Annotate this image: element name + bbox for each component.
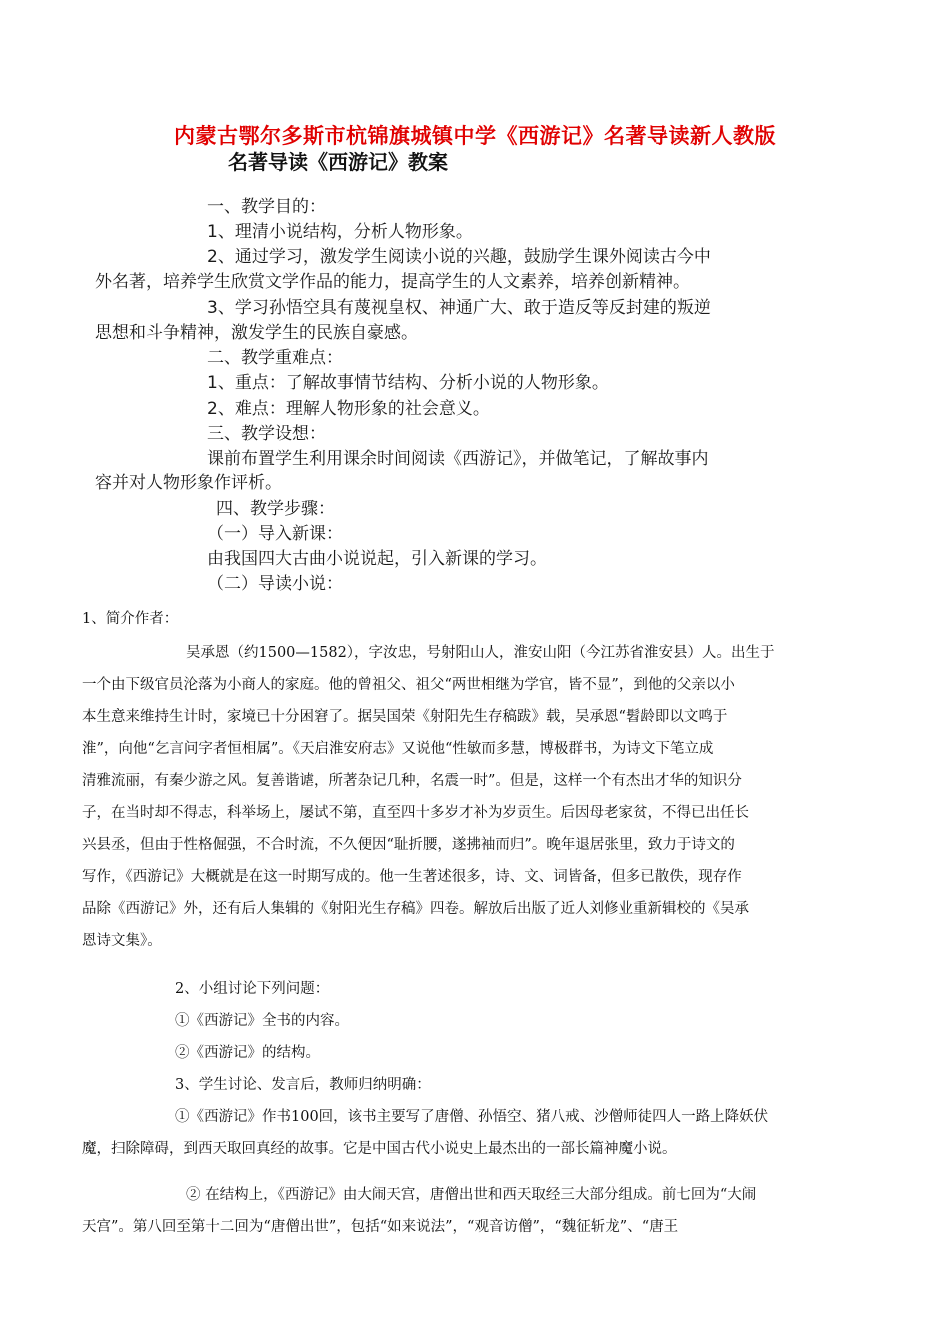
step-1-text: 由我国四大古曲小说说起，引入新课的学习。 [207,549,547,569]
author-heading: 1、简介作者： [82,611,179,627]
author-paragraph-line: 清雅流丽，有秦少游之风。复善谐谑，所著杂记几种，名震一时”。但是，这样一个有杰出才华的知识分 [82,773,742,789]
author-paragraph-line: 一个由下级官员沦落为小商人的家庭。他的曾祖父、祖父“两世相继为学官，皆不显”，到他的父亲以小 [82,677,735,693]
step-1-heading: （一）导入新课： [207,524,343,544]
document-title: 内蒙古鄂尔多斯市杭锦旗城镇中学《西游记》名著导读新人教版 [174,123,776,148]
summary-b-line: 天宫”。第八回至第十二回为“唐僧出世”，包括“如来说法”，“观音访僧”，“魏征斩龙”、“唐王 [82,1219,679,1235]
summary-a-line: ①《西游记》作书100回，该书主要写了唐僧、孙悟空、猪八戒、沙僧师徒四人一路上降妖伏 [175,1109,769,1125]
author-paragraph-line: 子，在当时却不得志，科举场上，屡试不第，直至四十多岁才补为岁贡生。后因母老家贫，不得已出任长 [82,805,749,821]
section-steps-heading: 四、教学步骤： [216,499,335,519]
discussion-question-1: ①《西游记》全书的内容。 [175,1013,349,1029]
author-paragraph-line: 吴承恩（约1500—1582），字汝忠，号射阳山人，淮安山阳（今江苏省淮安县）人。出生于 [186,645,775,661]
step-2-heading: （二）导读小说： [207,574,343,594]
discussion-question-2: ②《西游记》的结构。 [175,1045,320,1061]
summary-a-line: 魔，扫除障碍，到西天取回真经的故事。它是中国古代小说史上最杰出的一部长篇神魔小说。 [82,1141,677,1157]
author-paragraph-line: 品除《西游记》外，还有后人集辑的《射阳光生存稿》四卷。解放后出版了近人刘修业重新辑校的《吴承 [82,901,749,917]
difficult-point: 2、难点：理解人物形象的社会意义。 [207,399,490,419]
discussion-heading: 2、小组讨论下列问题： [175,981,330,997]
author-paragraph-line: 写作，《西游记》大概就是在这一时期写成的。他一生著述很多，诗、文、词皆备，但多已散佚，现存作 [82,869,742,885]
objective-2-line-1: 2、通过学习，激发学生阅读小说的兴趣，鼓励学生课外阅读古今中 [207,247,711,267]
objective-3-line-2: 思想和斗争精神，激发学生的民族自豪感。 [95,323,418,343]
summary-b-line: ② 在结构上，《西游记》由大闹天宫，唐僧出世和西天取经三大部分组成。前七回为“大闹 [186,1187,757,1203]
objective-1: 1、理清小说结构，分析人物形象。 [207,222,473,242]
document-body [82,603,872,1243]
section-objectives-heading: 一、教学目的： [207,197,326,217]
author-paragraph-line: 兴县丞，但由于性格倔强，不合时流，不久便因“耻折腰，遂拂袖而归”。晚年退居张里，致力于诗文的 [82,837,735,853]
author-paragraph-line: 淮”，向他“乞言问字者恒相属”。《天启淮安府志》又说他“性敏而多慧，博极群书，为诗文下笔立成 [82,741,714,757]
author-paragraph-line: 恩诗文集》。 [82,933,162,949]
design-line-1: 课前布置学生利用课余时间阅读《西游记》，并做笔记，了解故事内 [207,449,709,469]
lesson-plan-subtitle: 名著导读《西游记》教案 [228,150,448,174]
section-key-points-heading: 二、教学重难点： [207,348,343,368]
summary-heading: 3、学生讨论、发言后，教师归纳明确： [175,1077,431,1093]
section-design-heading: 三、教学设想： [207,424,326,444]
key-point: 1、重点：了解故事情节结构、分析小说的人物形象。 [207,373,609,393]
objective-3-line-1: 3、学习孙悟空具有蔑视皇权、神通广大、敢于造反等反封建的叛逆 [207,298,711,318]
objective-2-line-2: 外名著，培养学生欣赏文学作品的能力，提高学生的人文素养，培养创新精神。 [95,272,690,292]
author-paragraph-line: 本生意来维持生计时，家境已十分困窘了。据吴国荣《射阳先生存稿跋》载，吴承恩“髫龄即以文鸣于 [82,709,728,725]
design-line-2: 容并对人物形象作评析。 [95,473,282,493]
